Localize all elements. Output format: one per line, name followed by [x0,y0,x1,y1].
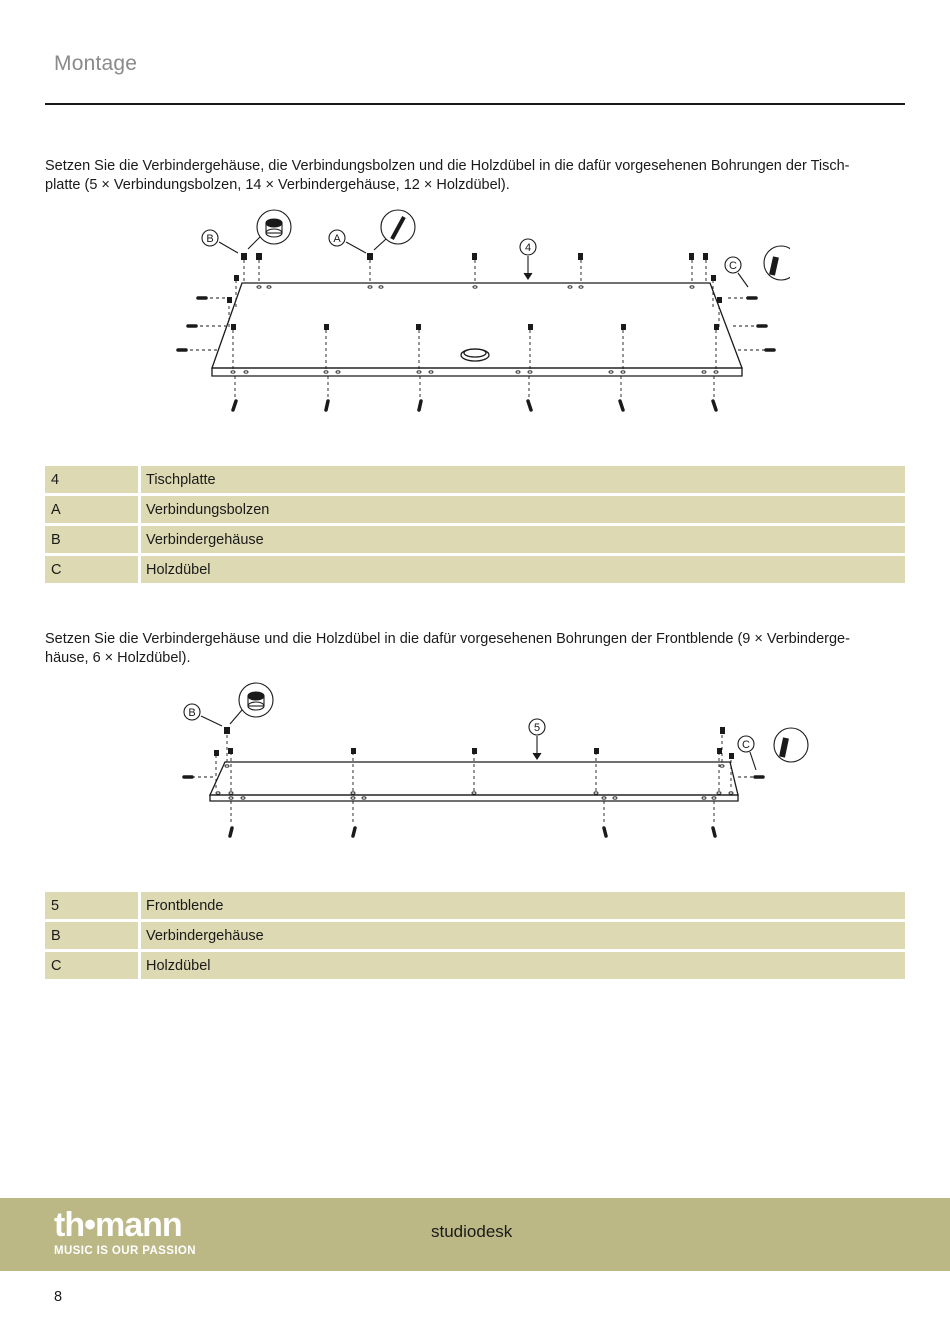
section-title: Montage [54,52,138,75]
legend-value: Verbindergehäuse [141,526,905,556]
legend-value: Verbindergehäuse [141,922,905,952]
legend-value: Frontblende [141,892,905,922]
step2-legend-table [45,892,905,982]
callout-b [202,210,291,253]
step1-instruction-line1: Setzen Sie die Verbindergehäuse, die Verbindungsbolzen und die Holzdübel in die dafür vorgesehenen Bohrungen der Tisch- [45,158,850,174]
label-c: C [742,739,750,751]
table-row [45,526,905,556]
desktop-board [212,283,742,368]
page-number: 8 [54,1289,63,1305]
legend-key: 4 [45,466,141,496]
label-b: B [188,707,196,719]
legend-key: C [45,556,141,586]
legend-key: 5 [45,892,141,922]
table-row [45,466,905,496]
table-row [45,892,905,922]
legend-key: B [45,526,141,556]
table-row [45,556,905,586]
legend-value: Verbindungsbolzen [141,496,905,526]
label-5: 5 [533,722,541,734]
step1-instruction [45,157,890,195]
step2-instruction [45,630,890,668]
legend-key: A [45,496,141,526]
callout-a [329,210,415,253]
title-divider [45,103,905,105]
legend-key: C [45,952,141,982]
step1-instruction-line2: platte (5 × Verbindungsbolzen, 14 × Verbindergehäuse, 12 × Holzdübel). [45,177,510,193]
legend-value: Holzdübel [141,952,905,982]
table-row [45,952,905,982]
step2-instruction-line1: Setzen Sie die Verbindergehäuse und die Holzdübel in die dafür vorgesehenen Bohrungen der Frontblende (9 × Verbinderge- [45,631,850,647]
table-row [45,922,905,952]
label-c: C [729,260,737,272]
legend-value: Holzdübel [141,556,905,586]
desktop-assembly-figure [170,205,790,425]
legend-key: B [45,922,141,952]
callout-b [184,683,273,726]
table-row [45,496,905,526]
label-a: A [333,233,341,245]
step2-instruction-line2: häuse, 6 × Holzdübel). [45,650,191,666]
label-4: 4 [524,242,532,254]
label-b: B [206,233,214,245]
front-panel-assembly-figure [170,680,820,850]
logo-tagline: MUSIC IS OUR PASSION [54,1245,196,1257]
thomann-logo: th•mann [54,1206,182,1244]
footer-bar [0,1198,950,1271]
legend-value: Tischplatte [141,466,905,496]
product-name: studiodesk [431,1222,513,1241]
step1-legend-table [45,466,905,586]
